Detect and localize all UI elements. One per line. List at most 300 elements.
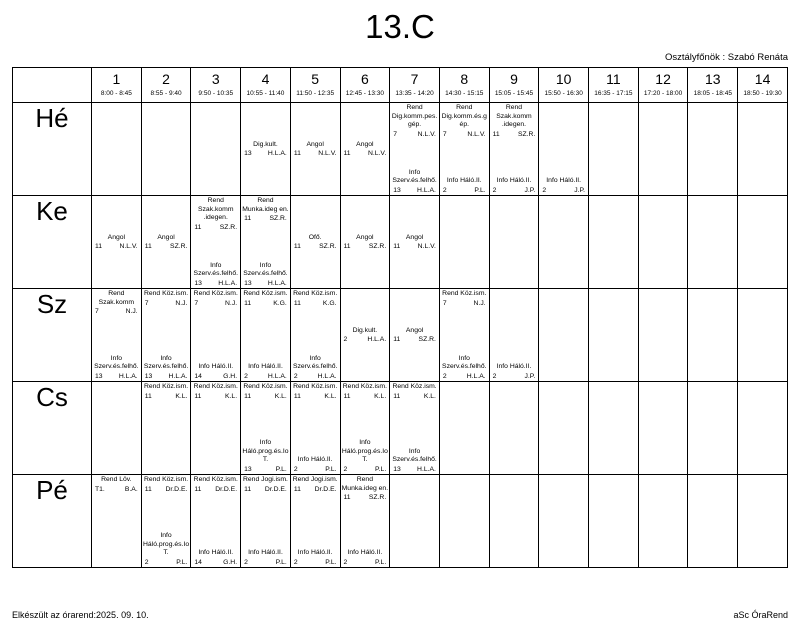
lesson-group: 11 bbox=[393, 243, 401, 250]
lesson-footer bbox=[142, 486, 191, 495]
lesson-cell[interactable] bbox=[539, 196, 589, 289]
lesson-cell[interactable] bbox=[340, 475, 390, 568]
lesson-cell[interactable] bbox=[439, 289, 489, 382]
lesson-footer bbox=[241, 300, 290, 309]
timetable-row bbox=[13, 103, 788, 196]
lesson-subject: Angol bbox=[356, 233, 374, 241]
lesson-card[interactable] bbox=[92, 475, 141, 494]
lesson-footer bbox=[92, 243, 141, 252]
lesson-group: 2 bbox=[343, 336, 348, 343]
lesson-card[interactable] bbox=[341, 382, 390, 401]
corner-cell bbox=[13, 68, 92, 103]
lesson-cell[interactable] bbox=[290, 382, 340, 475]
lesson-teacher: K.L. bbox=[225, 392, 238, 400]
lesson-footer bbox=[341, 466, 390, 475]
lesson-cell[interactable] bbox=[390, 289, 440, 382]
lesson-footer bbox=[390, 393, 439, 402]
lesson-group: 11 bbox=[393, 336, 401, 343]
lesson-card[interactable] bbox=[390, 326, 439, 345]
lesson-card[interactable] bbox=[191, 362, 240, 381]
lesson-cell[interactable] bbox=[589, 289, 639, 382]
lesson-card[interactable] bbox=[440, 103, 489, 139]
lesson-subject: Info Háló.II. bbox=[496, 177, 532, 184]
lesson-group: 11 bbox=[194, 392, 202, 400]
lesson-cell[interactable] bbox=[390, 196, 440, 289]
lesson-cell[interactable] bbox=[241, 475, 291, 568]
lesson-cell[interactable] bbox=[141, 196, 191, 289]
lesson-group: 14 bbox=[194, 372, 202, 380]
lesson-footer bbox=[241, 466, 290, 475]
lesson-card[interactable] bbox=[142, 289, 191, 308]
lesson-cell[interactable] bbox=[638, 196, 688, 289]
lesson-card[interactable] bbox=[291, 475, 340, 494]
lesson-cell[interactable] bbox=[688, 196, 738, 289]
lesson-teacher: P.L. bbox=[275, 465, 287, 473]
footer-software-name: aSc ÓraRend bbox=[733, 610, 788, 620]
lesson-group: 11 bbox=[343, 150, 351, 157]
lesson-footer bbox=[241, 150, 290, 159]
lesson-subject: Info Háló.prog.és.IoT. bbox=[341, 439, 388, 463]
lesson-card[interactable] bbox=[142, 475, 191, 494]
lesson-card[interactable] bbox=[539, 176, 588, 195]
lesson-subject: Ofő. bbox=[308, 233, 322, 241]
lesson-teacher: SZ.R. bbox=[319, 243, 337, 250]
lesson-footer bbox=[341, 393, 390, 402]
lesson-card[interactable] bbox=[142, 531, 191, 567]
timetable bbox=[12, 67, 788, 568]
lesson-card[interactable] bbox=[142, 382, 191, 401]
lesson-footer bbox=[390, 187, 439, 196]
day-label-Pé: Pé bbox=[13, 475, 92, 568]
lesson-cell[interactable] bbox=[241, 103, 291, 196]
lesson-cell[interactable] bbox=[638, 103, 688, 196]
lesson-card[interactable] bbox=[241, 196, 290, 224]
lesson-card[interactable] bbox=[142, 354, 191, 382]
lesson-subject: Angol bbox=[405, 326, 424, 334]
lesson-footer bbox=[490, 373, 539, 382]
lesson-cell[interactable] bbox=[638, 289, 688, 382]
period-header-10 bbox=[539, 68, 589, 103]
lesson-teacher: N.J. bbox=[473, 299, 486, 307]
lesson-card[interactable] bbox=[191, 261, 240, 289]
lesson-teacher: H.L.A. bbox=[118, 372, 138, 380]
lesson-cell[interactable] bbox=[141, 382, 191, 475]
period-number: 11 bbox=[606, 71, 621, 87]
lesson-cell[interactable] bbox=[738, 475, 788, 568]
timetable-body bbox=[13, 103, 788, 568]
lesson-footer bbox=[390, 131, 439, 140]
lesson-card[interactable] bbox=[191, 475, 240, 494]
lesson-teacher: SZ.R. bbox=[418, 336, 436, 343]
lesson-cell[interactable] bbox=[191, 475, 241, 568]
day-label-Ke: Ke bbox=[13, 196, 92, 289]
lesson-cell[interactable] bbox=[92, 196, 142, 289]
period-header-3 bbox=[191, 68, 241, 103]
lesson-cell[interactable] bbox=[290, 475, 340, 568]
period-time: 11:50 - 12:35 bbox=[296, 90, 335, 97]
period-header-7 bbox=[390, 68, 440, 103]
lesson-footer bbox=[142, 373, 191, 382]
period-number: 14 bbox=[754, 71, 771, 87]
lesson-card[interactable] bbox=[440, 289, 489, 308]
footer bbox=[0, 610, 800, 620]
lesson-card[interactable] bbox=[241, 382, 290, 401]
lesson-footer bbox=[440, 300, 489, 309]
lesson-card[interactable] bbox=[191, 382, 240, 401]
lesson-teacher: J.P. bbox=[524, 186, 536, 194]
lesson-group: 7 bbox=[95, 308, 99, 315]
lesson-cell[interactable] bbox=[92, 289, 142, 382]
footer-generated-date: Elkészült az órarend:2025. 09. 10. bbox=[12, 610, 149, 620]
lesson-group: 11 bbox=[343, 494, 351, 501]
lesson-cell[interactable] bbox=[688, 475, 738, 568]
lesson-teacher: H.L.A. bbox=[267, 372, 287, 380]
lesson-card[interactable] bbox=[341, 326, 390, 345]
lesson-teacher: H.L.A. bbox=[168, 372, 188, 380]
lesson-cell[interactable] bbox=[489, 103, 539, 196]
page-title: 13.C bbox=[365, 8, 435, 45]
lesson-card[interactable] bbox=[440, 176, 489, 195]
lesson-subject: Rend Köz.ism. bbox=[193, 383, 238, 390]
lesson-subject: Info Szerv.és.felhő. bbox=[143, 354, 189, 370]
lesson-subject: Rend Köz.ism. bbox=[143, 476, 189, 483]
lesson-card[interactable] bbox=[291, 354, 340, 382]
lesson-teacher: K.L. bbox=[175, 392, 188, 400]
lesson-card[interactable] bbox=[241, 548, 290, 567]
period-time: 8:00 - 8:45 bbox=[100, 90, 132, 97]
lesson-subject: Info Szerv.és.felhő. bbox=[94, 354, 139, 370]
lesson-footer bbox=[341, 336, 390, 345]
day-label-Cs: Cs bbox=[13, 382, 92, 475]
lesson-subject: Dig.kult. bbox=[352, 326, 378, 334]
lesson-card[interactable] bbox=[191, 548, 240, 567]
lesson-teacher: G.H. bbox=[223, 558, 238, 566]
lesson-cell[interactable] bbox=[241, 196, 291, 289]
lesson-teacher: N.J. bbox=[175, 299, 188, 307]
lesson-footer bbox=[92, 308, 141, 317]
lesson-group: 7 bbox=[194, 299, 199, 307]
lesson-group: 11 bbox=[244, 299, 252, 307]
lesson-teacher: K.L. bbox=[324, 392, 337, 400]
lesson-cell[interactable] bbox=[688, 382, 738, 475]
lesson-subject: Info Háló.II. bbox=[198, 549, 234, 556]
lesson-group: 2 bbox=[442, 186, 447, 194]
lesson-teacher: SZ.R. bbox=[517, 130, 536, 138]
lesson-group: 11 bbox=[194, 485, 202, 493]
lesson-subject: Info Szerv.és.felhő. bbox=[392, 447, 437, 463]
lesson-group: 11 bbox=[293, 299, 301, 307]
lesson-card[interactable] bbox=[241, 140, 290, 159]
lesson-teacher: H.L.A. bbox=[267, 279, 287, 287]
lesson-card[interactable] bbox=[142, 233, 191, 252]
lesson-footer bbox=[241, 373, 290, 382]
lesson-cell[interactable] bbox=[489, 475, 539, 568]
lesson-card[interactable] bbox=[390, 447, 439, 475]
lesson-group: 2 bbox=[492, 372, 497, 380]
lesson-cell[interactable] bbox=[290, 196, 340, 289]
timetable-row bbox=[13, 475, 788, 568]
lesson-group: 11 bbox=[393, 392, 401, 400]
lesson-footer bbox=[291, 150, 340, 159]
lesson-card[interactable] bbox=[490, 176, 539, 195]
lesson-teacher: N.L.V. bbox=[119, 243, 138, 250]
lesson-card[interactable] bbox=[291, 455, 340, 474]
lesson-teacher: Dr.D.E. bbox=[264, 485, 287, 493]
lesson-cell[interactable] bbox=[340, 103, 390, 196]
period-number: 5 bbox=[311, 71, 320, 87]
lesson-group: 13 bbox=[194, 279, 202, 287]
lesson-subject: Angol bbox=[405, 233, 424, 241]
period-time: 8:55 - 9:40 bbox=[150, 90, 182, 97]
lesson-teacher: N.J. bbox=[225, 299, 238, 307]
lesson-card[interactable] bbox=[390, 382, 439, 401]
period-number: 10 bbox=[555, 71, 572, 87]
lesson-card[interactable] bbox=[291, 548, 340, 567]
lesson-footer bbox=[142, 243, 191, 252]
lesson-cell[interactable] bbox=[390, 103, 440, 196]
lesson-cell[interactable] bbox=[141, 103, 191, 196]
lesson-card[interactable] bbox=[291, 289, 340, 308]
lesson-group: 11 bbox=[144, 485, 152, 493]
lesson-cell[interactable] bbox=[439, 475, 489, 568]
timetable-row bbox=[13, 289, 788, 382]
lesson-card[interactable] bbox=[191, 196, 240, 232]
lesson-cell[interactable] bbox=[290, 289, 340, 382]
lesson-subject: Rend Köz.ism. bbox=[293, 290, 338, 297]
lesson-footer bbox=[490, 131, 539, 140]
lesson-group: 11 bbox=[144, 243, 152, 250]
lesson-group: 11 bbox=[293, 392, 301, 400]
timetable-row bbox=[13, 382, 788, 475]
lesson-card[interactable] bbox=[440, 354, 489, 382]
lesson-teacher: P.L. bbox=[176, 558, 188, 566]
lesson-teacher: P.L. bbox=[325, 558, 337, 566]
lesson-card[interactable] bbox=[241, 261, 290, 289]
lesson-card[interactable] bbox=[341, 548, 390, 567]
lesson-teacher: P.L. bbox=[375, 465, 387, 473]
period-header-2 bbox=[141, 68, 191, 103]
lesson-group: 2 bbox=[293, 465, 298, 473]
lesson-card[interactable] bbox=[291, 140, 340, 159]
lesson-group: 13 bbox=[393, 186, 401, 194]
lesson-cell[interactable] bbox=[191, 196, 241, 289]
lesson-card[interactable] bbox=[291, 382, 340, 401]
lesson-cell[interactable] bbox=[539, 289, 589, 382]
lesson-cell[interactable] bbox=[241, 289, 291, 382]
lesson-group: 2 bbox=[293, 372, 298, 380]
period-header-4 bbox=[241, 68, 291, 103]
lesson-footer bbox=[440, 131, 489, 140]
lesson-cell[interactable] bbox=[439, 196, 489, 289]
lesson-cell[interactable] bbox=[539, 103, 589, 196]
lesson-group: 11 bbox=[95, 243, 103, 250]
lesson-group: 11 bbox=[244, 392, 252, 400]
lesson-footer bbox=[341, 559, 390, 568]
lesson-subject: Info Háló.II. bbox=[347, 549, 383, 556]
lesson-card[interactable] bbox=[92, 233, 141, 252]
lesson-teacher: SZ.R. bbox=[368, 243, 387, 250]
lesson-group: 13 bbox=[393, 465, 401, 473]
lesson-footer bbox=[191, 280, 240, 289]
period-time: 10:55 - 11:40 bbox=[246, 90, 285, 97]
lesson-cell[interactable] bbox=[191, 382, 241, 475]
period-number: 4 bbox=[261, 71, 270, 87]
lesson-cell[interactable] bbox=[688, 289, 738, 382]
lesson-cell[interactable] bbox=[191, 289, 241, 382]
period-number: 3 bbox=[211, 71, 220, 87]
lesson-cell[interactable] bbox=[92, 475, 142, 568]
lesson-teacher: J.P. bbox=[574, 186, 586, 194]
lesson-card[interactable] bbox=[291, 233, 340, 252]
lesson-card[interactable] bbox=[341, 233, 390, 252]
lesson-group: 2 bbox=[492, 186, 497, 194]
lesson-teacher: N.L.V. bbox=[467, 130, 486, 138]
lesson-cell[interactable] bbox=[738, 289, 788, 382]
lesson-teacher: Dr.D.E. bbox=[165, 485, 188, 493]
lesson-group: 13 bbox=[244, 465, 252, 473]
lesson-card[interactable] bbox=[241, 362, 290, 381]
lesson-group: 2 bbox=[244, 558, 248, 566]
period-number: 13 bbox=[705, 71, 721, 87]
period-number: 8 bbox=[460, 71, 469, 87]
lesson-footer bbox=[291, 243, 340, 252]
lesson-subject: Rend Szak.komm bbox=[98, 290, 135, 306]
lesson-group: 11 bbox=[244, 485, 252, 493]
lesson-cell[interactable] bbox=[141, 475, 191, 568]
lesson-cell[interactable] bbox=[340, 196, 390, 289]
lesson-subject: Rend Dig.komm.pes.gép. bbox=[391, 104, 438, 128]
lesson-cell[interactable] bbox=[589, 382, 639, 475]
lesson-footer bbox=[291, 393, 340, 402]
lesson-subject: Angol bbox=[157, 233, 175, 241]
lesson-card[interactable] bbox=[490, 103, 539, 139]
lesson-group: 7 bbox=[442, 299, 447, 307]
lesson-footer bbox=[92, 486, 141, 495]
lesson-group: 11 bbox=[343, 243, 351, 250]
lesson-teacher: SZ.R. bbox=[368, 494, 387, 501]
period-header-11 bbox=[589, 68, 639, 103]
lesson-cell[interactable] bbox=[340, 289, 390, 382]
lesson-footer bbox=[142, 300, 191, 309]
lesson-cell[interactable] bbox=[638, 475, 688, 568]
lesson-teacher: K.L. bbox=[423, 392, 436, 400]
lesson-cell[interactable] bbox=[688, 103, 738, 196]
lesson-cell[interactable] bbox=[489, 196, 539, 289]
lesson-subject: Rend Köz.ism. bbox=[293, 383, 338, 390]
lesson-cell[interactable] bbox=[638, 382, 688, 475]
lesson-cell[interactable] bbox=[738, 382, 788, 475]
lesson-cell[interactable] bbox=[340, 382, 390, 475]
lesson-card[interactable] bbox=[341, 438, 390, 474]
lesson-cell[interactable] bbox=[290, 103, 340, 196]
lesson-cell[interactable] bbox=[539, 475, 589, 568]
lesson-card[interactable] bbox=[241, 289, 290, 308]
lesson-footer bbox=[440, 187, 489, 196]
lesson-footer bbox=[142, 393, 191, 402]
lesson-cell[interactable] bbox=[589, 475, 639, 568]
lesson-cell[interactable] bbox=[489, 289, 539, 382]
lesson-card[interactable] bbox=[390, 103, 439, 139]
lesson-subject: Info Szerv.és.felhő. bbox=[243, 261, 288, 277]
day-label-Hé: Hé bbox=[13, 103, 92, 196]
lesson-card[interactable] bbox=[191, 289, 240, 308]
lesson-teacher: P.L. bbox=[375, 558, 387, 566]
lesson-card[interactable] bbox=[241, 438, 290, 474]
lesson-footer bbox=[539, 187, 588, 196]
period-header-13 bbox=[688, 68, 738, 103]
lesson-footer bbox=[191, 224, 240, 233]
lesson-cell[interactable] bbox=[539, 382, 589, 475]
lesson-teacher: H.L.A. bbox=[317, 372, 337, 380]
lesson-subject: Rend Munka.ideg en. bbox=[242, 197, 289, 213]
lesson-card[interactable] bbox=[92, 289, 141, 317]
lesson-footer bbox=[291, 486, 340, 495]
lesson-subject: Rend Jogi.ism. bbox=[292, 476, 338, 483]
lesson-footer bbox=[191, 373, 240, 382]
lesson-cell[interactable] bbox=[738, 196, 788, 289]
lesson-cell[interactable] bbox=[141, 289, 191, 382]
lesson-subject: Info Háló.II. bbox=[546, 177, 582, 184]
lesson-teacher: K.G. bbox=[273, 299, 287, 307]
lesson-footer bbox=[291, 559, 340, 568]
timetable-page bbox=[0, 8, 800, 626]
lesson-subject: Rend Köz.ism. bbox=[442, 290, 487, 297]
lesson-group: 11 bbox=[293, 150, 301, 157]
lesson-cell[interactable] bbox=[390, 475, 440, 568]
period-header-1 bbox=[92, 68, 142, 103]
lesson-group: 2 bbox=[343, 465, 348, 473]
lesson-card[interactable] bbox=[341, 140, 390, 159]
lesson-subject: Rend Köz.ism. bbox=[143, 290, 189, 297]
period-time: 18:50 - 19:30 bbox=[743, 90, 782, 97]
lesson-card[interactable] bbox=[390, 233, 439, 252]
lesson-subject: Info Háló.II. bbox=[248, 549, 283, 556]
lesson-cell[interactable] bbox=[92, 103, 142, 196]
lesson-teacher: N.L.V. bbox=[318, 150, 337, 157]
period-header-5 bbox=[290, 68, 340, 103]
lesson-cell[interactable] bbox=[439, 382, 489, 475]
period-time: 12:45 - 13:30 bbox=[345, 90, 385, 97]
lesson-card[interactable] bbox=[341, 475, 390, 503]
lesson-cell[interactable] bbox=[738, 103, 788, 196]
lesson-subject: Angol bbox=[107, 233, 126, 241]
lesson-cell[interactable] bbox=[589, 103, 639, 196]
lesson-subject: Info Szerv.és.felhő. bbox=[392, 168, 437, 184]
lesson-subject: Info Háló.prog.és.IoT. bbox=[242, 439, 289, 463]
timetable-header-row bbox=[13, 68, 788, 103]
lesson-cell[interactable] bbox=[241, 382, 291, 475]
lesson-cell[interactable] bbox=[390, 382, 440, 475]
lesson-card[interactable] bbox=[490, 362, 539, 381]
lesson-cell[interactable] bbox=[489, 382, 539, 475]
day-label-Sz: Sz bbox=[13, 289, 92, 382]
lesson-cell[interactable] bbox=[439, 103, 489, 196]
timetable-row bbox=[13, 196, 788, 289]
lesson-card[interactable] bbox=[241, 475, 290, 494]
lesson-cell[interactable] bbox=[92, 382, 142, 475]
lesson-group: 11 bbox=[144, 392, 152, 400]
lesson-cell[interactable] bbox=[589, 196, 639, 289]
lesson-cell[interactable] bbox=[191, 103, 241, 196]
lesson-subject: Rend Köz.ism. bbox=[143, 383, 189, 390]
lesson-teacher: N.J. bbox=[125, 308, 138, 315]
class-teacher-label: Osztályfőnök : Szabó Renáta bbox=[664, 52, 788, 63]
lesson-footer bbox=[390, 466, 439, 475]
lesson-card[interactable] bbox=[390, 168, 439, 196]
lesson-card[interactable] bbox=[92, 354, 141, 382]
lesson-subject: Dig.kult. bbox=[253, 140, 278, 148]
period-number: 6 bbox=[360, 71, 369, 87]
